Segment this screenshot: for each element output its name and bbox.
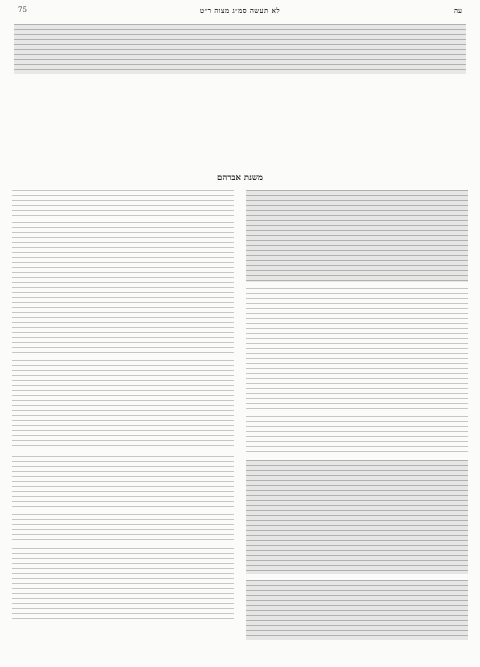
text-lines [246, 580, 468, 640]
commentary-paragraph [246, 580, 468, 640]
commentary-paragraph [246, 416, 468, 454]
page-number: 75 [18, 6, 27, 14]
commentary-paragraph [12, 514, 234, 542]
text-lines [14, 24, 466, 74]
text-lines [246, 190, 468, 282]
commentary-paragraph [246, 190, 468, 282]
text-lines [12, 360, 234, 450]
header-title: לא תעשה סמ״ג מצוה ר״ט [199, 6, 281, 15]
commentary-paragraph [246, 288, 468, 410]
text-lines [12, 190, 234, 216]
commentary-paragraph [246, 460, 468, 574]
text-lines [12, 548, 234, 622]
running-header [14, 6, 466, 18]
commentary-paragraph [12, 456, 234, 508]
page-number-hebrew: עה [454, 6, 462, 15]
right-column [246, 190, 468, 659]
text-lines [246, 416, 468, 454]
commentary-paragraph [12, 548, 234, 622]
text-lines [246, 460, 468, 574]
commentary-paragraph [12, 360, 234, 450]
text-lines [246, 288, 468, 410]
left-column [12, 190, 234, 659]
section-title: משנת אברהם [217, 173, 263, 183]
commentary-paragraph [12, 190, 234, 216]
text-lines [12, 514, 234, 542]
commentary-paragraph [12, 222, 234, 354]
text-lines [12, 456, 234, 508]
top-commentary-block [14, 24, 466, 74]
text-lines [12, 222, 234, 354]
